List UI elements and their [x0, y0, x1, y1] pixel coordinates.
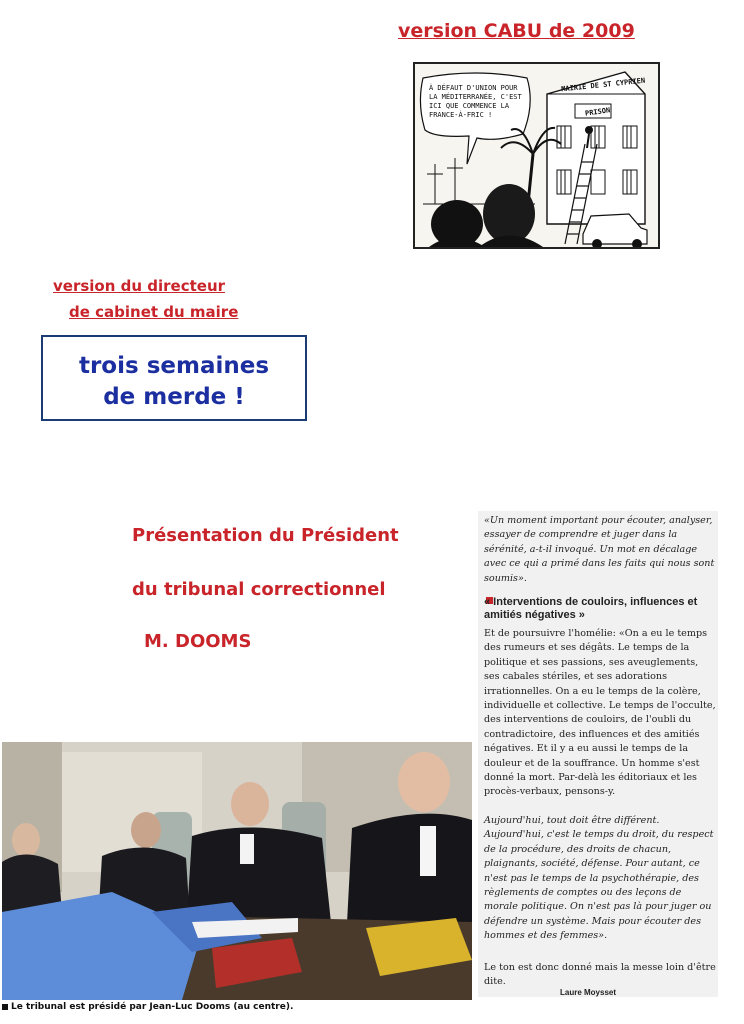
cartoon-sign-prison: PRISON: [584, 106, 611, 118]
director-quote-line2: de merde !: [103, 384, 245, 410]
article-author: Laure Moysset: [560, 988, 617, 997]
director-quote-box: [41, 335, 307, 421]
cabu-cartoon: [413, 62, 660, 249]
article-paragraph-4: Le ton est donc donné mais la messe loin d'être dite.: [484, 962, 716, 988]
newspaper-article: [478, 511, 718, 997]
photo-caption-text: Le tribunal est présidé par Jean-Luc Dooms (au centre).: [11, 1002, 294, 1012]
article-paragraph-3: Aujourd'hui, tout doit être différent. Aujourd'hui, c'est le temps du droit, du respect de la procédure, des droits de chacun, plaignants, société, défense. Pour autant, ce n'est pas le temps de la psychothérapie, des règlements de comptes ou des leçons de morale politique. On n'est pas là pour juger ou défendre un système. Mais pour écouter des hommes et des femmes».: [484, 815, 714, 942]
president-title-line2: du tribunal correctionnel: [132, 579, 386, 600]
director-title-line1: version du directeur: [53, 277, 226, 295]
caption-marker-icon: [2, 1004, 8, 1010]
cabu-title: version CABU de 2009: [398, 20, 635, 42]
director-quote-line1: trois semaines: [78, 353, 270, 379]
courtroom-photo: [2, 742, 472, 1000]
article-heading: « Interventions de couloirs, influences et amitiés négatives »: [484, 596, 698, 621]
cartoon-speech-bubble: À DÉFAUT D'UNION POUR LA MÉDITERRANÉE, C'EST ICI QUE COMMENCE LA FRANCE-À-FRIC !: [429, 84, 522, 119]
cartoon-sign-mairie: MAIRIE DE ST CYPRIEN: [560, 76, 646, 94]
photo-caption: [2, 1002, 472, 1012]
president-name: M. DOOMS: [144, 631, 252, 652]
article-paragraph-2: Et de poursuivre l'homélie: «On a eu le temps des rumeurs et ses dégâts. Le temps de la politique et ses passions, ses aveuglements, ses cabales stériles, et ses adorations irrationnelles. On a eu le temps de la colère, individuelle et collective. Le temps de l'occulte, des interventions de couloirs, de l'oubli du contradictoire, des influences et des amitiés négatives. Et il y a eu aussi le temps de la douleur et de la souffrance. Un homme s'est donné la mort. Par-delà les éditoriaux et les procès-verbaux, pensons-y.: [484, 628, 716, 798]
article-paragraph-1: «Un moment important pour écouter, analyser, essayer de comprendre et juger dans la sérénité, a-t-il invoqué. Un mot en décalage avec ce qui a primé dans les faits qui nous sont soumis».: [484, 515, 715, 584]
director-title-line2: de cabinet du maire: [69, 303, 239, 321]
president-title-line1: Présentation du Président: [132, 525, 399, 546]
